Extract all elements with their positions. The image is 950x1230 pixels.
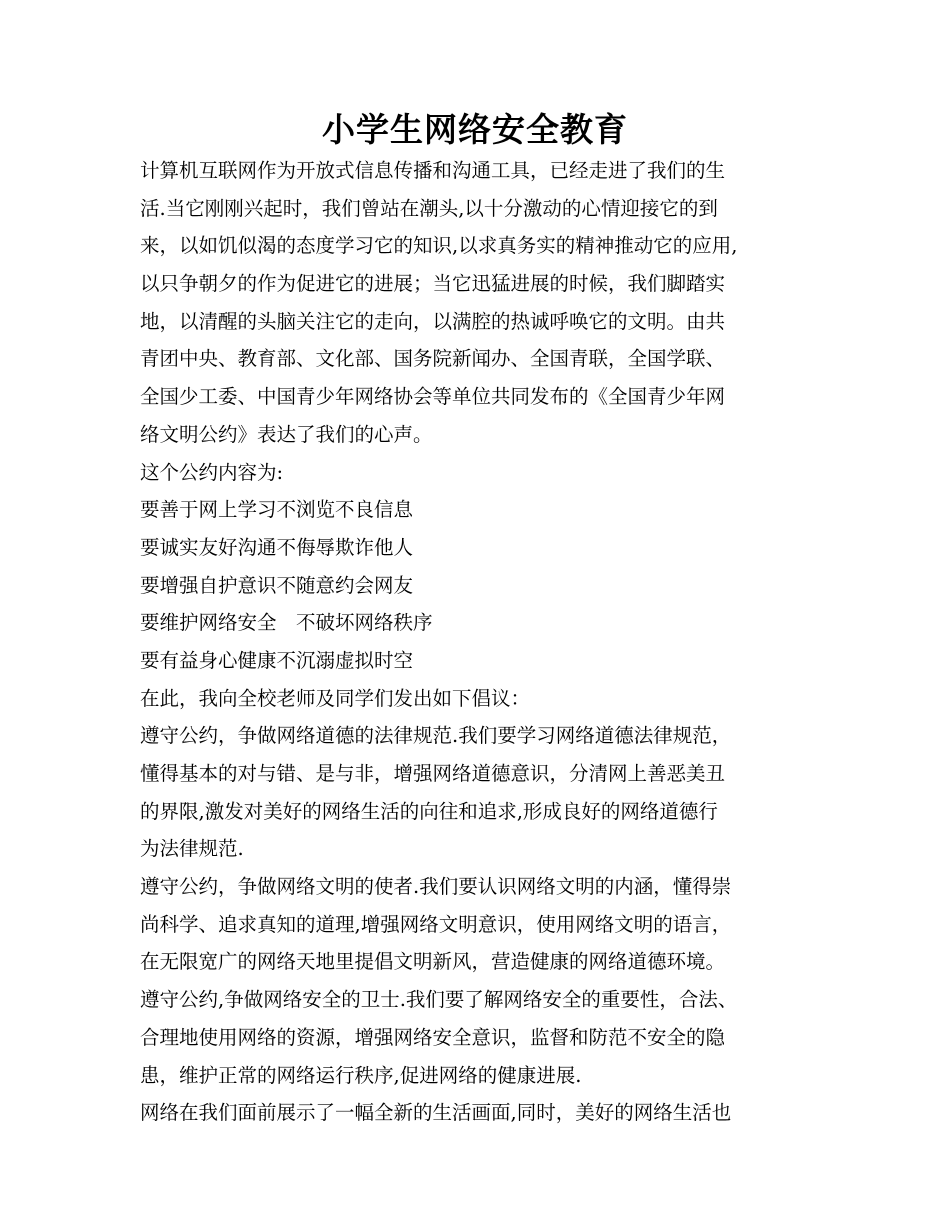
text-line: 网络在我们面前展示了一幅全新的生活画面,同时，美好的网络生活也 [140,1101,732,1125]
text-line: 遵守公约，争做网络文明的使者.我们要认识网络文明的内涵，懂得崇 [140,875,732,899]
text-line: 以只争朝夕的作为促进它的进展；当它迅猛进展的时候，我们脚踏实 [140,272,726,296]
text-line: 地，以清醒的头脑关注它的走向，以满腔的热诚呼唤它的文明。由共 [140,309,726,333]
text-line: 遵守公约,争做网络安全的卫士.我们要了解网络安全的重要性，合法、 [140,988,738,1012]
text-line: 这个公约内容为: [140,460,284,484]
text-line: 要善于网上学习不浏览不良信息 [140,498,414,522]
text-line: 要维护网络安全 不破坏网络秩序 [140,611,433,635]
text-line: 懂得基本的对与错、是与非，增强网络道德意识，分清网上善恶美丑 [140,762,726,785]
text-line: 要有益身心健康不沉溺虚拟时空 [140,648,414,672]
text-line: 计算机互联网作为开放式信息传播和沟通工具，已经走进了我们的生 [140,159,726,182]
document-body [140,152,830,1132]
text-line: 要增强自护意识不随意约会网友 [140,573,414,597]
text-line: 患，维护正常的网络运行秩序,促进网络的健康进展. [140,1063,582,1087]
text-line: 尚科学、追求真知的道理,增强网络文明意识，使用网络文明的语言， [140,912,732,936]
text-line: 全国少工委、中国青少年网络协会等单位共同发布的《全国青少年网 [140,385,726,409]
text-line: 络文明公约》表达了我们的心声。 [140,422,433,446]
text-line: 的界限,激发对美好的网络生活的向往和追求,形成良好的网络道德行 [140,799,718,823]
document-title: 小学生网络安全教育 [322,110,628,149]
text-line: 青团中央、教育部、文化部、国务院新闻办、全国青联，全国学联、 [140,347,726,371]
text-line: 在无限宽广的网络天地里提倡文明新风，营造健康的网络道德环境。 [140,950,726,974]
text-line: 为法律规范. [140,837,244,861]
text-line: 来，以如饥似渴的态度学习它的知识,以求真务实的精神推动它的应用, [140,234,738,258]
text-line: 在此，我向全校老师及同学们发出如下倡议： [140,686,531,710]
text-line: 遵守公约，争做网络道德的法律规范.我们要学习网络道德法律规范， [140,724,732,748]
text-line: 要诚实友好沟通不侮辱欺诈他人 [140,535,414,559]
text-line: 合理地使用网络的资源，增强网络安全意识，监督和防范不安全的隐 [140,1025,726,1049]
text-line: 活.当它刚刚兴起时，我们曾站在潮头,以十分激动的心情迎接它的到 [140,196,718,220]
